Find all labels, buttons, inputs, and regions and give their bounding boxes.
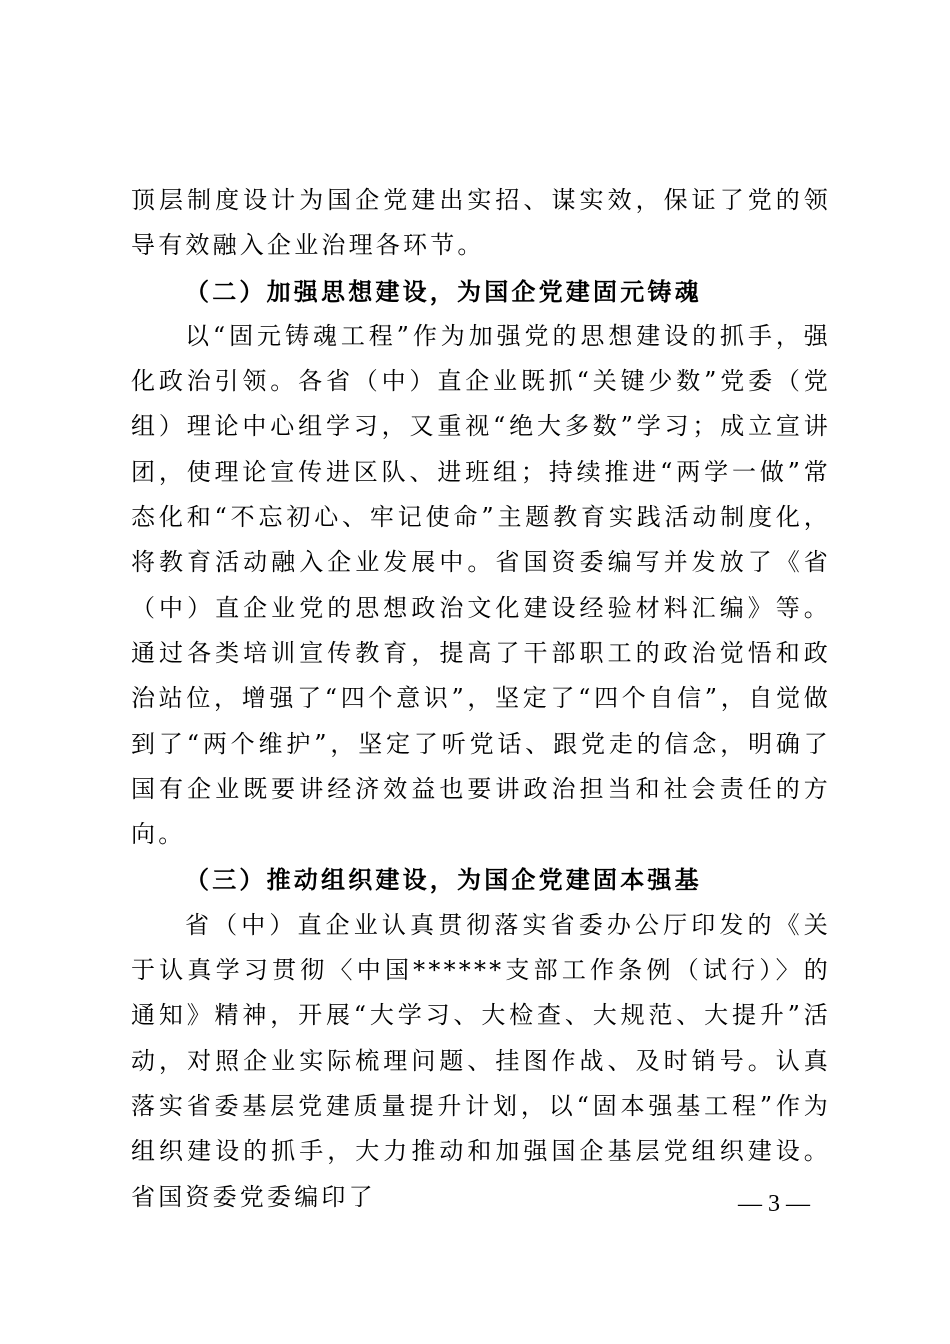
paragraph-organization: 省（中）直企业认真贯彻落实省委办公厅印发的《关于认真学习贯彻〈中国******支部工作条例（试行）〉的通知》精神，开展“大学习、大检查、大规范、大提升”活动，对照企业实际梳理问题、挂图作战、及时销号。认真落实省委基层党建质量提升计划，以“固本强基工程”作为组织建设的抓手，大力推动和加强国企基层党组织建设。省国资委党委编印了 bbox=[131, 910, 831, 1211]
page-number: — 3 — bbox=[738, 1191, 810, 1217]
paragraph-continuation: 顶层制度设计为国企党建出实招、谋实效，保证了党的领导有效融入企业治理各环节。 bbox=[131, 186, 831, 260]
document-body bbox=[131, 178, 831, 1220]
paragraph-ideology: 以“固元铸魂工程”作为加强党的思想建设的抓手，强化政治引领。各省（中）直企业既抓“关键少数”党委（党组）理论中心组学习，又重视“绝大多数”学习；成立宣讲团，使理论宣传进区队、进班组；持续推进“两学一做”常态化和“不忘初心、牢记使命”主题教育实践活动制度化，将教育活动融入企业发展中。省国资委编写并发放了《省（中）直企业党的思想政治文化建设经验材料汇编》等。通过各类培训宣传教育，提高了干部职工的政治觉悟和政治站位，增强了“四个意识”，坚定了“四个自信”，自觉做到了“两个维护”，坚定了听党话、跟党走的信念，明确了国有企业既要讲经济效益也要讲政治担当和社会责任的方向。 bbox=[131, 321, 831, 849]
section-heading-2: （二）加强思想建设，为国企党建固元铸魂 bbox=[185, 276, 702, 306]
section-heading-3: （三）推动组织建设，为国企党建固本强基 bbox=[185, 865, 702, 895]
